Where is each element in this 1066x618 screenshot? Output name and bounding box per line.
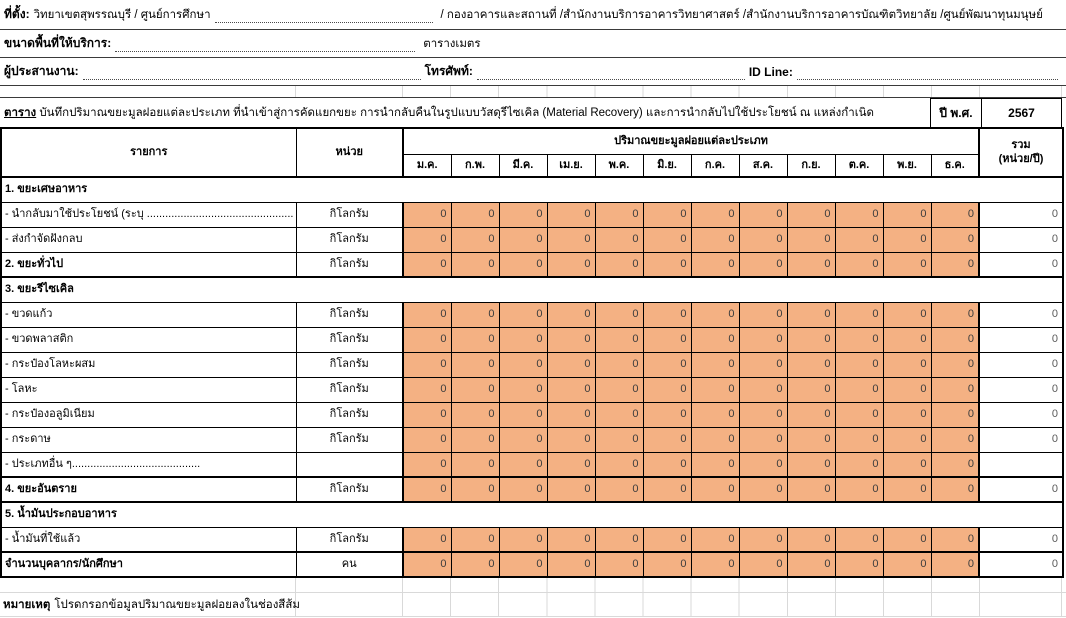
table-row [1, 352, 1063, 377]
month-value-cell[interactable]: 0 [739, 402, 787, 427]
month-value-cell[interactable]: 0 [403, 552, 451, 577]
month-value-cell[interactable]: 0 [643, 252, 691, 277]
month-value-cell[interactable]: 0 [739, 377, 787, 402]
col-header-total [979, 128, 1063, 177]
month-value-cell[interactable]: 0 [931, 427, 979, 452]
month-value-cell[interactable]: 0 [739, 202, 787, 227]
month-value-cell[interactable]: 0 [931, 402, 979, 427]
month-value-cell[interactable]: 0 [547, 252, 595, 277]
table-row [1, 427, 1063, 452]
month-value-cell[interactable]: 0 [499, 552, 547, 577]
month-value-cell[interactable]: 0 [643, 327, 691, 352]
row-total: 0 [979, 302, 1063, 327]
coordinator-label: ผู้ประสานงาน: [4, 64, 79, 78]
month-value-cell[interactable]: 0 [451, 452, 499, 477]
month-value-cell[interactable]: 0 [595, 227, 643, 252]
month-value-cell[interactable]: 0 [547, 427, 595, 452]
month-value-cell[interactable]: 0 [835, 527, 883, 552]
month-value-cell[interactable]: 0 [835, 552, 883, 577]
col-header-month: มี.ค. [499, 154, 547, 177]
month-value-cell[interactable]: 0 [691, 202, 739, 227]
month-value-cell[interactable]: 0 [499, 527, 547, 552]
month-value-cell[interactable]: 0 [499, 252, 547, 277]
month-value-cell[interactable]: 0 [835, 202, 883, 227]
month-value-cell[interactable]: 0 [643, 377, 691, 402]
month-value-cell[interactable]: 0 [595, 527, 643, 552]
row-label: - น้ำมันที่ใช้แล้ว [1, 527, 296, 552]
month-value-cell[interactable]: 0 [691, 552, 739, 577]
row-unit: กิโลกรัม [296, 377, 403, 402]
col-header-unit: หน่วย [296, 128, 403, 177]
month-value-cell[interactable]: 0 [787, 552, 835, 577]
month-value-cell[interactable]: 0 [499, 352, 547, 377]
month-value-cell[interactable]: 0 [787, 377, 835, 402]
site-value: วิทยาเขตสุพรรณบุรี / ศูนย์การศึกษา [33, 8, 211, 21]
idline-input-blank[interactable] [797, 70, 1058, 80]
month-value-cell[interactable]: 0 [499, 227, 547, 252]
row-unit: กิโลกรัม [296, 527, 403, 552]
row-total [979, 452, 1063, 477]
col-header-month: เม.ย. [547, 154, 595, 177]
row-unit: กิโลกรัม [296, 402, 403, 427]
row-unit: กิโลกรัม [296, 427, 403, 452]
col-header-month: ส.ค. [739, 154, 787, 177]
month-value-cell[interactable]: 0 [595, 452, 643, 477]
spreadsheet-gridline-band [0, 578, 1066, 593]
month-value-cell[interactable]: 0 [547, 327, 595, 352]
month-value-cell[interactable]: 0 [403, 452, 451, 477]
month-value-cell[interactable]: 0 [739, 252, 787, 277]
month-value-cell[interactable]: 0 [499, 427, 547, 452]
row-label: - กระดาษ [1, 427, 296, 452]
month-value-cell[interactable]: 0 [451, 402, 499, 427]
month-value-cell[interactable]: 0 [643, 302, 691, 327]
month-value-cell[interactable]: 0 [883, 527, 931, 552]
month-value-cell[interactable]: 0 [883, 477, 931, 502]
col-header-month: มิ.ย. [643, 154, 691, 177]
table-row [1, 327, 1063, 352]
month-value-cell[interactable]: 0 [547, 552, 595, 577]
month-value-cell[interactable]: 0 [403, 527, 451, 552]
month-value-cell[interactable]: 0 [547, 377, 595, 402]
month-value-cell[interactable]: 0 [835, 477, 883, 502]
area-row [0, 30, 1066, 58]
month-value-cell[interactable]: 0 [451, 427, 499, 452]
month-value-cell[interactable]: 0 [787, 427, 835, 452]
row-total: 0 [979, 527, 1063, 552]
row-total: 0 [979, 252, 1063, 277]
table-row [1, 552, 1063, 577]
month-value-cell[interactable]: 0 [691, 252, 739, 277]
section-row [1, 277, 1063, 302]
row-total: 0 [979, 202, 1063, 227]
month-value-cell[interactable]: 0 [739, 452, 787, 477]
month-value-cell[interactable]: 0 [835, 377, 883, 402]
month-value-cell[interactable]: 0 [643, 202, 691, 227]
month-value-cell[interactable]: 0 [403, 327, 451, 352]
phone-input-blank[interactable] [477, 70, 745, 80]
month-value-cell[interactable]: 0 [595, 552, 643, 577]
month-value-cell[interactable]: 0 [499, 302, 547, 327]
month-value-cell[interactable]: 0 [499, 202, 547, 227]
month-value-cell[interactable]: 0 [547, 352, 595, 377]
month-value-cell[interactable]: 0 [403, 477, 451, 502]
row-unit: คน [296, 552, 403, 577]
month-value-cell[interactable]: 0 [787, 327, 835, 352]
row-label: จำนวนบุคลากร/นักศึกษา [1, 552, 296, 577]
month-value-cell[interactable]: 0 [547, 527, 595, 552]
table-row [1, 477, 1063, 502]
month-value-cell[interactable]: 0 [451, 227, 499, 252]
month-value-cell[interactable]: 0 [595, 302, 643, 327]
month-value-cell[interactable]: 0 [739, 352, 787, 377]
row-label: - ขวดพลาสติก [1, 327, 296, 352]
month-value-cell[interactable]: 0 [787, 352, 835, 377]
month-value-cell[interactable]: 0 [883, 427, 931, 452]
month-value-cell[interactable]: 0 [595, 327, 643, 352]
month-value-cell[interactable]: 0 [499, 402, 547, 427]
row-unit: กิโลกรัม [296, 352, 403, 377]
month-value-cell[interactable]: 0 [691, 352, 739, 377]
month-value-cell[interactable]: 0 [691, 477, 739, 502]
month-value-cell[interactable]: 0 [595, 252, 643, 277]
month-value-cell[interactable]: 0 [499, 452, 547, 477]
row-label: - กระป๋องอลูมิเนียม [1, 402, 296, 427]
row-total: 0 [979, 402, 1063, 427]
month-value-cell[interactable]: 0 [451, 527, 499, 552]
year-label: ปี พ.ศ. [930, 98, 982, 127]
table-row [1, 527, 1063, 552]
month-value-cell[interactable]: 0 [451, 377, 499, 402]
month-value-cell[interactable]: 0 [787, 452, 835, 477]
month-value-cell[interactable]: 0 [931, 327, 979, 352]
month-value-cell[interactable]: 0 [931, 452, 979, 477]
table-row [1, 202, 1063, 227]
col-header-month: ก.ค. [691, 154, 739, 177]
row-label: - ส่งกำจัดฝังกลบ [1, 227, 296, 252]
month-value-cell[interactable]: 0 [451, 477, 499, 502]
col-header-total-line1: รวม [1011, 138, 1031, 151]
row-unit: กิโลกรัม [296, 202, 403, 227]
month-value-cell[interactable]: 0 [835, 352, 883, 377]
idline-label: ID Line: [748, 64, 793, 79]
site-input-blank[interactable] [215, 13, 433, 23]
row-label: - ประเภทอื่น ๆ.......................................... [1, 452, 296, 477]
table-row [1, 377, 1063, 402]
col-header-month: ม.ค. [403, 154, 451, 177]
month-value-cell[interactable]: 0 [691, 227, 739, 252]
month-value-cell[interactable]: 0 [451, 352, 499, 377]
section-row [1, 502, 1063, 527]
month-value-cell[interactable]: 0 [931, 377, 979, 402]
month-value-cell[interactable]: 0 [883, 377, 931, 402]
month-value-cell[interactable]: 0 [643, 427, 691, 452]
area-label: ขนาดพื้นที่ให้บริการ: [4, 36, 112, 50]
month-value-cell[interactable]: 0 [643, 402, 691, 427]
month-value-cell[interactable]: 0 [451, 552, 499, 577]
month-value-cell[interactable]: 0 [691, 327, 739, 352]
site-label: ที่ตั้ง: [4, 7, 30, 21]
month-value-cell[interactable]: 0 [835, 227, 883, 252]
row-label: 4. ขยะอันตราย [1, 477, 296, 502]
waste-table-body [1, 177, 1063, 577]
table-title-lead: ตาราง [4, 106, 37, 119]
col-header-month: ก.ย. [787, 154, 835, 177]
month-value-cell[interactable]: 0 [883, 302, 931, 327]
row-unit [296, 452, 403, 477]
row-total: 0 [979, 552, 1063, 577]
row-unit: กิโลกรัม [296, 227, 403, 252]
month-value-cell[interactable]: 0 [451, 202, 499, 227]
table-row [1, 302, 1063, 327]
month-value-cell[interactable]: 0 [739, 302, 787, 327]
row-total: 0 [979, 227, 1063, 252]
month-value-cell[interactable]: 0 [643, 452, 691, 477]
month-value-cell[interactable]: 0 [739, 477, 787, 502]
month-value-cell[interactable]: 0 [643, 227, 691, 252]
month-value-cell[interactable]: 0 [451, 252, 499, 277]
month-value-cell[interactable]: 0 [931, 227, 979, 252]
waste-table [0, 127, 1064, 578]
col-header-item: รายการ [1, 128, 296, 177]
col-header-month: ก.พ. [451, 154, 499, 177]
month-value-cell[interactable]: 0 [931, 252, 979, 277]
col-header-month: ธ.ค. [931, 154, 979, 177]
month-value-cell[interactable]: 0 [787, 227, 835, 252]
col-header-month: พ.ค. [595, 154, 643, 177]
row-total: 0 [979, 427, 1063, 452]
row-total: 0 [979, 327, 1063, 352]
table-title-rest: บันทึกปริมาณขยะมูลฝอยแต่ละประเภท ที่นำเข้าสู่การคัดแยกขยะ การนำกลับคืนในรูปแบบวัสดุรีไซเคิล (Material Recovery) และการนำกลับไปใช้ประโยชน์ ณ แหล่งกำเนิด [36, 106, 874, 119]
month-value-cell[interactable]: 0 [451, 327, 499, 352]
note-text: โปรดกรอกข้อมูลปริมาณขยะมูลฝอยลงในช่องสีส้ม [54, 598, 300, 611]
month-value-cell[interactable]: 0 [595, 377, 643, 402]
month-value-cell[interactable]: 0 [547, 452, 595, 477]
month-value-cell[interactable]: 0 [931, 352, 979, 377]
section-row-label: 5. น้ำมันประกอบอาหาร [1, 502, 1063, 527]
month-value-cell[interactable]: 0 [883, 227, 931, 252]
coordinator-row [0, 58, 1066, 86]
month-value-cell[interactable]: 0 [403, 377, 451, 402]
month-value-cell[interactable]: 0 [643, 352, 691, 377]
month-value-cell[interactable]: 0 [547, 227, 595, 252]
month-value-cell[interactable]: 0 [595, 402, 643, 427]
month-value-cell[interactable]: 0 [787, 202, 835, 227]
month-value-cell[interactable]: 0 [499, 477, 547, 502]
month-value-cell[interactable]: 0 [835, 327, 883, 352]
month-value-cell[interactable]: 0 [931, 302, 979, 327]
month-value-cell[interactable]: 0 [883, 352, 931, 377]
month-value-cell[interactable]: 0 [547, 402, 595, 427]
month-value-cell[interactable]: 0 [931, 552, 979, 577]
month-value-cell[interactable]: 0 [643, 527, 691, 552]
month-value-cell[interactable]: 0 [403, 202, 451, 227]
row-label: - นำกลับมาใช้ประโยชน์ (ระบุ ................................................ [1, 202, 296, 227]
month-value-cell[interactable]: 0 [691, 427, 739, 452]
month-value-cell[interactable]: 0 [403, 352, 451, 377]
section-row-label: 1. ขยะเศษอาหาร [1, 177, 1063, 202]
row-label: - โลหะ [1, 377, 296, 402]
month-value-cell[interactable]: 0 [883, 552, 931, 577]
month-value-cell[interactable]: 0 [739, 327, 787, 352]
note-row [0, 593, 1066, 617]
section-row [1, 177, 1063, 202]
month-value-cell[interactable]: 0 [691, 402, 739, 427]
month-value-cell[interactable]: 0 [787, 402, 835, 427]
month-value-cell[interactable]: 0 [835, 252, 883, 277]
row-label: 2. ขยะทั่วไป [1, 252, 296, 277]
site-row [0, 0, 1066, 30]
month-value-cell[interactable]: 0 [883, 452, 931, 477]
col-header-month: พ.ย. [883, 154, 931, 177]
table-row [1, 227, 1063, 252]
row-label: - ขวดแก้ว [1, 302, 296, 327]
month-value-cell[interactable]: 0 [931, 477, 979, 502]
table-row [1, 252, 1063, 277]
month-value-cell[interactable]: 0 [403, 302, 451, 327]
month-value-cell[interactable]: 0 [403, 227, 451, 252]
row-label: - กระป๋องโลหะผสม [1, 352, 296, 377]
month-value-cell[interactable]: 0 [643, 477, 691, 502]
spreadsheet-gridline-band [0, 86, 1066, 97]
month-value-cell[interactable]: 0 [931, 202, 979, 227]
row-total: 0 [979, 377, 1063, 402]
month-value-cell[interactable]: 0 [739, 427, 787, 452]
row-total: 0 [979, 477, 1063, 502]
phone-label: โทรศัพท์: [424, 64, 473, 78]
col-header-months-group: ปริมาณขยะมูลฝอยแต่ละประเภท [403, 128, 979, 154]
col-header-month: ต.ค. [835, 154, 883, 177]
col-header-total-line2: (หน่วย/ปี) [998, 152, 1044, 165]
area-input-blank[interactable] [115, 42, 415, 52]
month-value-cell[interactable]: 0 [883, 202, 931, 227]
month-value-cell[interactable]: 0 [835, 402, 883, 427]
table-title-row [0, 97, 1066, 127]
year-value[interactable]: 2567 [982, 98, 1062, 127]
row-unit: กิโลกรัม [296, 477, 403, 502]
table-row [1, 402, 1063, 427]
month-value-cell[interactable]: 0 [691, 527, 739, 552]
month-value-cell[interactable]: 0 [691, 452, 739, 477]
section-row-label: 3. ขยะรีไซเคิล [1, 277, 1063, 302]
month-value-cell[interactable]: 0 [739, 552, 787, 577]
coordinator-input-blank[interactable] [83, 70, 421, 80]
month-value-cell[interactable]: 0 [739, 227, 787, 252]
note-label: หมายเหตุ [3, 598, 51, 611]
month-value-cell[interactable]: 0 [787, 477, 835, 502]
table-title [0, 104, 930, 122]
month-value-cell[interactable]: 0 [883, 327, 931, 352]
month-value-cell[interactable]: 0 [595, 202, 643, 227]
month-value-cell[interactable]: 0 [835, 302, 883, 327]
month-value-cell[interactable]: 0 [547, 202, 595, 227]
site-options: / กองอาคารและสถานที่ /สำนักงานบริการอาคารวิทยาศาสตร์ /สำนักงานบริการอาคารบัณฑิตวิทยาลัย /ศูนย์พัฒนาทุนมนุษย์ [440, 8, 1043, 21]
month-value-cell[interactable]: 0 [451, 302, 499, 327]
month-value-cell[interactable]: 0 [499, 377, 547, 402]
month-value-cell[interactable]: 0 [547, 477, 595, 502]
month-value-cell[interactable]: 0 [787, 527, 835, 552]
area-unit: ตารางเมตร [423, 37, 481, 50]
month-value-cell[interactable]: 0 [643, 552, 691, 577]
row-unit: กิโลกรัม [296, 327, 403, 352]
month-value-cell[interactable]: 0 [403, 252, 451, 277]
month-value-cell[interactable]: 0 [835, 452, 883, 477]
month-value-cell[interactable]: 0 [691, 302, 739, 327]
month-value-cell[interactable]: 0 [787, 302, 835, 327]
month-value-cell[interactable]: 0 [883, 252, 931, 277]
month-value-cell[interactable]: 0 [739, 527, 787, 552]
month-value-cell[interactable]: 0 [931, 527, 979, 552]
row-total: 0 [979, 352, 1063, 377]
month-value-cell[interactable]: 0 [403, 427, 451, 452]
row-unit: กิโลกรัม [296, 252, 403, 277]
month-value-cell[interactable]: 0 [595, 477, 643, 502]
month-value-cell[interactable]: 0 [499, 327, 547, 352]
month-value-cell[interactable]: 0 [787, 252, 835, 277]
table-row [1, 452, 1063, 477]
month-value-cell[interactable]: 0 [403, 402, 451, 427]
month-value-cell[interactable]: 0 [595, 427, 643, 452]
month-value-cell[interactable]: 0 [595, 352, 643, 377]
month-value-cell[interactable]: 0 [835, 427, 883, 452]
row-unit: กิโลกรัม [296, 302, 403, 327]
month-value-cell[interactable]: 0 [883, 402, 931, 427]
month-value-cell[interactable]: 0 [547, 302, 595, 327]
month-value-cell[interactable]: 0 [691, 377, 739, 402]
